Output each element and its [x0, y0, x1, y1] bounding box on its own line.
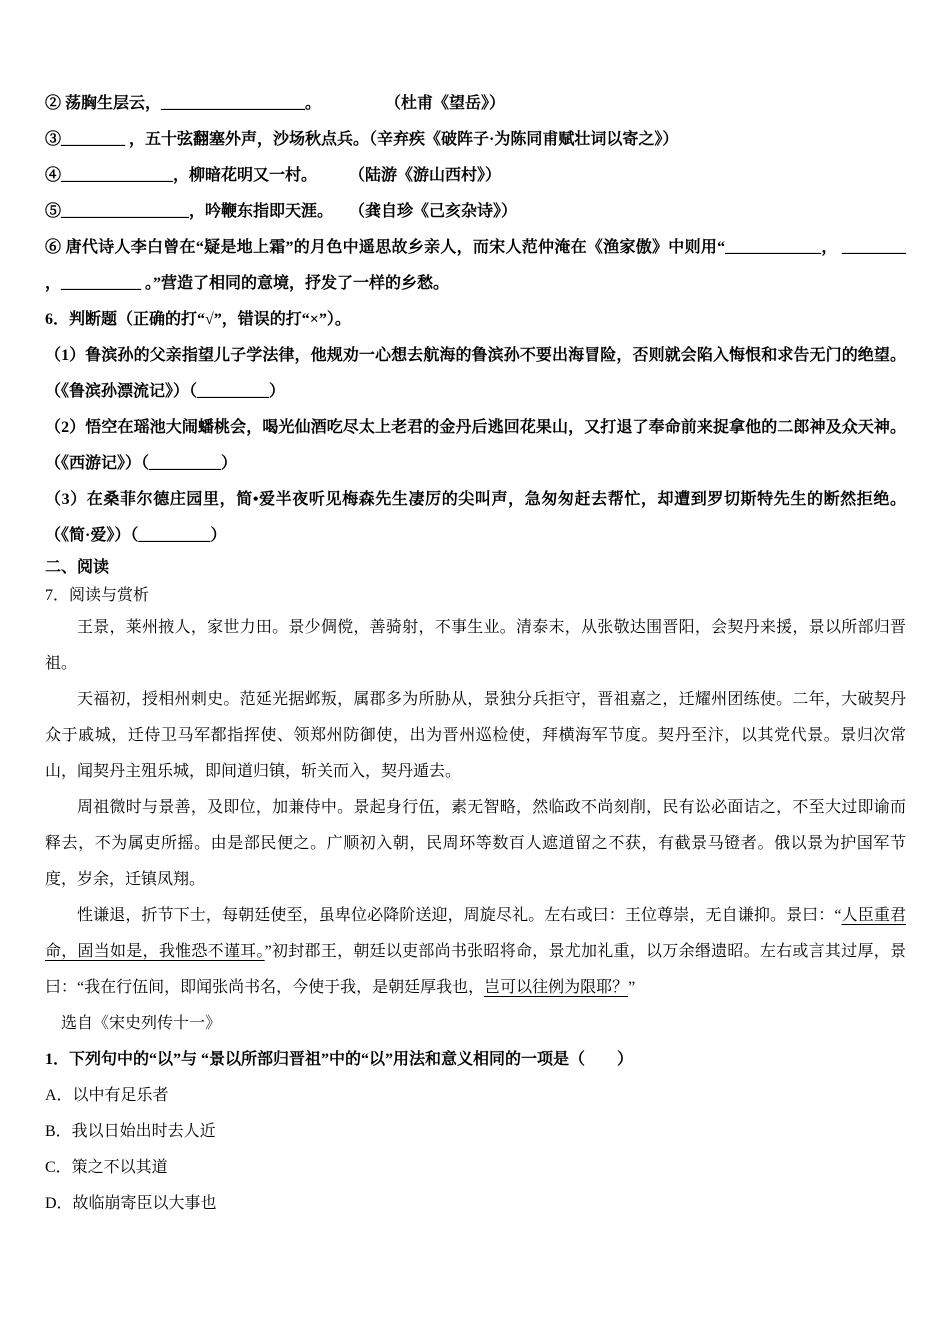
recitation-item-4: ④______________，柳暗花明又一村。 （陆游《游山西村》） — [45, 167, 502, 184]
recitation-item-5: ⑤________________，吟鞭东指即天涯。 （龚自珍《己亥杂诗》） — [45, 203, 518, 220]
judgment-item-1: （1）鲁滨孙的父亲指望儿子学法律，他规劝一心想去航海的鲁滨孙不要出海冒险，否则就会陷入悔恨和求告无门的绝望。（《鲁滨孙漂流记》）（_________） — [45, 347, 906, 400]
passage-p4-text-1: 性谦退，折节下士，每朝廷使至，虽卑位必降阶送迎，周旋尽礼。左右或曰：王位尊崇，无自谦抑。景曰：“ — [77, 907, 842, 924]
question7-title: 7．阅读与赏析 — [45, 587, 150, 604]
judgment-item-3: （3）在桑菲尔德庄园里，简•爱半夜听见梅森先生凄厉的尖叫声，急匆匆赶去帮忙，却遭到罗切斯特先生的断然拒绝。（《简·爱》）（_________） — [45, 491, 906, 544]
passage-p4-text-3: ” — [628, 979, 636, 996]
classical-passage — [45, 610, 906, 1042]
judgment-title: 6．判断题（正确的打“√”，错误的打“×”）。 — [45, 311, 351, 328]
passage-p4-underlined-quote-2: 岂可以往例为限耶？ — [484, 979, 629, 996]
section-heading-reading: 二、阅读 — [45, 559, 110, 576]
recitation-item-3: ③________ ，五十弦翻塞外声，沙场秋点兵。（辛弃疾《破阵子·为陈同甫赋壮词以寄之》） — [45, 131, 679, 148]
recitation-item-2: ② 荡胸生层云，__________________。 （杜甫《望岳》） — [45, 95, 506, 112]
question1-option-b: B．我以日始出时去人近 — [45, 1123, 216, 1140]
judgment-section — [45, 302, 906, 554]
question1-option-c: C．策之不以其道 — [45, 1159, 168, 1176]
question1-option-a: A．以中有足乐者 — [45, 1087, 169, 1104]
passage-p4-text-2: ”初封郡王，朝廷以吏部尚书张昭将命，景尤加礼重，以万余缗遗昭。左右或言其过厚，景曰：“我在行伍间，即闻张尚书名，今使于我，是朝廷厚我也， — [45, 943, 906, 996]
question1-stem: 1．下列句中的“以”与 “景以所部归晋祖”中的“以”用法和意义相同的一项是（ ） — [45, 1051, 634, 1068]
passage-paragraph-4 — [45, 898, 906, 1006]
passage-paragraph-1: 王景，莱州掖人，家世力田。景少倜傥，善骑射，不事生业。清泰末，从张敬达围晋阳，会契丹来援，景以所部归晋祖。 — [45, 619, 906, 672]
passage-paragraph-2: 天福初，授相州刺史。范延光据邺叛，属郡多为所胁从，景独分兵拒守，晋祖嘉之，迁耀州团练使。二年，大破契丹众于戚城，迁侍卫马军都指挥使、领郑州防御使，出为晋州巡检使，拜横海军节度。契丹至汴，以其党代景。景归次常山，闻契丹主殂乐城，即间道归镇，斩关而入，契丹遁去。 — [45, 691, 906, 780]
recitation-item-6: ⑥ 唐代诗人李白曾在“疑是地上霜”的月色中遥思故乡亲人，而宋人范仲淹在《渔家傲》中则用“____________， ________ ，__________ 。”营造了相同的意境，抒发了一样的乡愁。 — [45, 239, 910, 292]
question1-option-d: D．故临崩寄臣以大事也 — [45, 1195, 217, 1212]
judgment-item-2: （2）悟空在瑶池大闹蟠桃会，喝光仙酒吃尽太上老君的金丹后逃回花果山，又打退了奉命前来捉拿他的二郎神及众天神。（《西游记》）（_________） — [45, 419, 906, 472]
passage-paragraph-3: 周祖微时与景善，及即位，加兼侍中。景起身行伍，素无智略，然临政不尚刻削，民有讼必面诘之，不至大过即谕而释去，不为属吏所摇。由是部民便之。广顺初入朝，民周环等数百人遮道留之不获，有截景马镫者。俄以景为护国军节度，岁余，迁镇凤翔。 — [45, 799, 906, 888]
question1-block — [45, 1042, 906, 1222]
passage-source: 选自《宋史列传十一》 — [61, 1015, 222, 1032]
recitation-section — [45, 86, 910, 302]
passage-p4-underlined-quote-1: 人臣重君命，固当如是，我惟恐不谨耳。 — [45, 907, 906, 960]
